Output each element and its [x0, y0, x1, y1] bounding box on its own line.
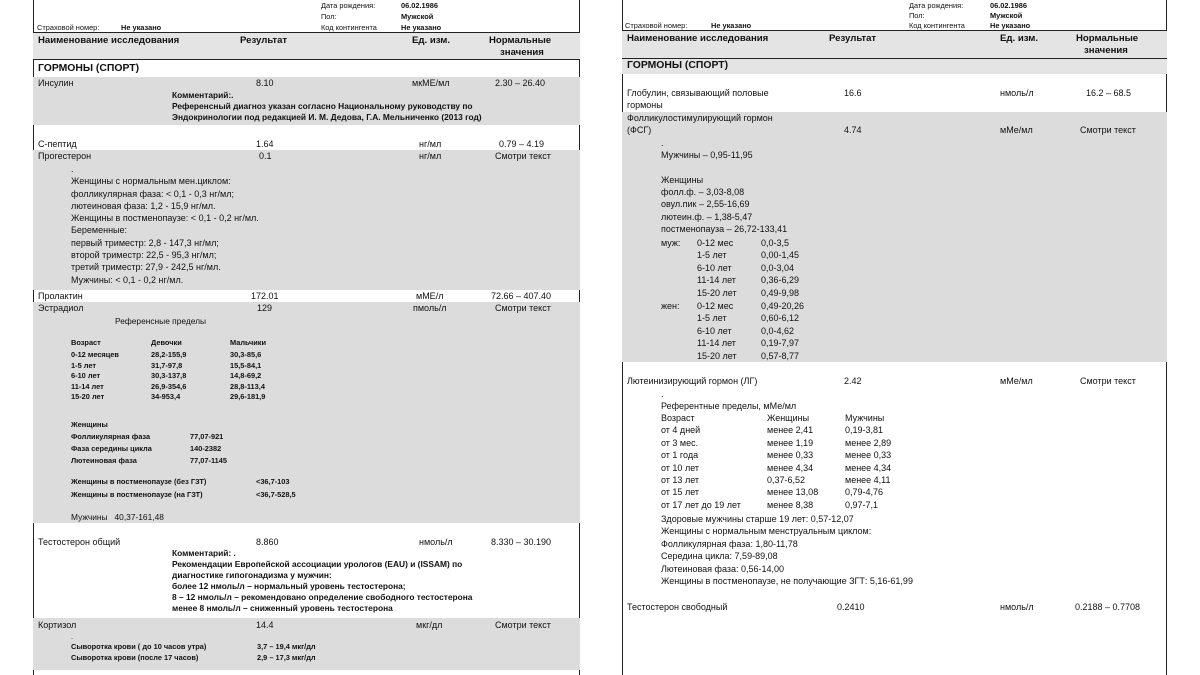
table-row [697, 350, 804, 362]
table-row [71, 444, 227, 456]
table-header-row [661, 412, 891, 424]
shbg-result: 16.6 [844, 88, 862, 98]
table-cell: 0,0-3,5 [761, 238, 790, 248]
reference-line: Женщины [661, 174, 704, 185]
reference-line: лютеин.ф. – 1,38-5,47 [661, 211, 753, 222]
table-cell: 0,19-7,97 [761, 338, 800, 349]
left-report-page: Дата рождения: 06.02.1986 Пол: Мужской Страховой номер: Не указано Код контингента Не указано Наименование исследования Результат Ед. изм. Нормальные значения ГОРМОНЫ (СПОРТ) Инсулин 8.10 мкМЕ/мл 2.30 – 26.40 Комментарий:. Референсный диагноз указан согласно Национальному руководству по Эндокринологии под редакцией И. М. Дедова, Г.А. Мельниченко (2013 год) С-пептид 1.64 нг/мл 0.79 – 4.19 Прогестерон 0.1 нг/мл Смотри текст . Женщины с нормальным мен.циклом: фолликулярная фаза: < 0,1 - 0,3 нг/мл; лютеиновая фаза: 1,2 - 15,9 нг/мл. Женщины в постменопаузе: < 0,1 - 0,2 нг/мл. Беременные: первый триместр: 2,8 - 147,3 нг/мл; второй триместр: 22,5 - 95,3 нг/мл; третий триместр: 27,9 - 242,5 нг/мл. Мужчины: < 0,1 - 0,2 нг/мл. Пролактин 172.01 мМЕ/л 72.66 – 407.40 Эстрадиол 129 пмоль/л Смотри текст Референсные пределы Возраст Девочки Мальчики 0-12 месяцев 28,2-155,9 30,3-85,6 1-5 лет 31,7-97,8 15,5-84,1 6-10 лет 30,3-137,8 14,8-69,2 11-14 лет 26,9-354,6 28,8-113,4 15-20 лет 34-953,4 29,6-181,9 Женщины Фолликулярная фаза 77,07-921 Фаза середины цикла 140-2382 Лютеиновая фаза 77,07-1145 Женщины в постменопаузе (без ГЗТ) <36,7-103 Женщины в постменопаузе (на ГЗТ) <36,7-528,5 Мужчины 40,37-161,48 Тестостерон общий 8.860 нмоль/л 8.330 – 30.190 Комментарий: . Рекомендации Европейской ассоциации урологов (EAU) и (ISSAM) по диагностике гипогонадизма у мужчин: более 12 нмоль/л – нормальный уровень тестостерона; 8 – 12 нмоль/л – рекомендовано определение свободного тестостерона менее 8 нмоль/л – сниженный уровень тестостерона Кортизол 14.4 мкг/дл Смотри текст . Сыворотка крови ( до 10 часов утра) 3,7 – 19,4 мкг/дл Сыворотка крови (после 17 часов) 2,9 – 17,3 мкг/дл [33, 0, 580, 675]
comment-line: Комментарий:. [172, 90, 234, 100]
table-cell: от 1 года [661, 450, 699, 461]
table-row [71, 382, 266, 393]
table-cell: менее 4,34 [845, 462, 892, 473]
table-cell: 31,7-97,8 [151, 360, 183, 370]
cpeptide-unit: нг/мл [419, 139, 442, 149]
table-row [71, 371, 266, 382]
table-cell: 28,8-113,4 [230, 381, 265, 391]
estradiol-age-table [71, 338, 266, 403]
lh-dot: . [661, 389, 664, 399]
reference-line: Женщины в постменопаузе: < 0,1 - 0,2 нг/мл. [71, 213, 259, 224]
reference-line: овул.пик – 2,55-16,69 [661, 199, 750, 210]
free-testosterone-name: Тестостерон свободный [627, 602, 728, 612]
table-row [661, 499, 891, 511]
table-row [71, 490, 296, 503]
table-cell: 77,07-1145 [190, 456, 227, 465]
table-cell: 0,0-4,62 [761, 325, 795, 336]
table-cell: 3,7 – 19,4 мкг/дл [257, 642, 316, 651]
progesterone-result: 0.1 [259, 151, 272, 161]
table-cell: 29,6-181,9 [230, 392, 266, 401]
col-normal-header-1: Нормальные [1076, 33, 1139, 44]
women-title: Женщины [71, 420, 108, 429]
estradiol-result: 129 [257, 303, 273, 313]
reference-line: Лютеиновая фаза: 0,56-14,00 [661, 563, 785, 574]
table-cell: 0,49-9,98 [761, 287, 800, 298]
table-row [697, 237, 799, 249]
table-header-cell: Девочки [151, 338, 182, 347]
reference-line: Здоровые мужчины старше 19 лет: 0,57-12,07 [661, 514, 854, 524]
estradiol-unit: пмоль/л [413, 303, 447, 313]
insurance-label: Страховой номер: [37, 23, 100, 32]
fsh-female-table [697, 300, 804, 362]
section-title: ГОРМОНЫ (СПОРТ) [627, 60, 729, 71]
table-cell: 77,07-921 [190, 432, 224, 441]
reference-line: Женщины с нормальным менструальным циклом: [661, 526, 872, 537]
cpeptide-name: С-пептид [38, 139, 77, 149]
table-cell: от 17 лет до 19 лет [661, 499, 741, 510]
comment-line: Комментарий: . [172, 548, 236, 558]
cortisol-norm: Смотри текст [495, 620, 551, 630]
insurance-value: Не указано [711, 21, 752, 30]
table-row [661, 486, 891, 498]
testosterone-unit: нмоль/л [419, 537, 453, 547]
lh-unit: мМе/мл [1000, 376, 1033, 386]
right-report-page [622, 0, 1167, 675]
table-cell: 0,97-7,1 [845, 499, 879, 510]
free-testosterone-unit: нмоль/л [1000, 602, 1034, 612]
table-cell: 2,9 – 17,3 мкг/дл [257, 653, 316, 662]
reference-line: Середина цикла: 7,59-89,08 [661, 551, 778, 562]
shbg-norm: 16.2 – 68.5 [1086, 88, 1132, 98]
table-row [697, 300, 804, 312]
table-cell: Сыворотка крови (после 17 часов) [71, 653, 199, 662]
comment-line: менее 8 нмоль/л – сниженный уровень тестостерона [172, 603, 393, 613]
fsh-result: 4.74 [844, 125, 862, 135]
table-row [661, 462, 891, 474]
table-header-cell: Возраст [71, 338, 101, 347]
table-cell: 0,00-1,45 [761, 250, 800, 261]
comment-line: Референсный диагноз указан согласно Национальному руководству по [172, 101, 473, 111]
table-row [697, 325, 804, 337]
reference-line: . [71, 164, 74, 174]
table-cell: 11-14 лет [697, 338, 736, 349]
table-cell: 1-5 лет [697, 250, 727, 261]
progesterone-unit: нг/мл [419, 151, 442, 161]
table-cell: 0,57-8,77 [761, 350, 800, 361]
reference-line: Женщины с нормальным мен.циклом: [71, 176, 231, 187]
table-cell: менее 13,08 [767, 487, 819, 498]
fsh-male-label: муж: [661, 238, 681, 248]
table-cell: 1-5 лет [697, 313, 727, 324]
fsh-norm: Смотри текст [1080, 125, 1136, 135]
table-cell: 6-10 лет [71, 371, 101, 380]
progesterone-reference [71, 163, 259, 286]
reference-line: Мужчины – 0,95-11,95 [661, 150, 753, 161]
table-cell: от 4 дней [661, 425, 701, 436]
table-row [71, 653, 316, 664]
reference-line: фолл.ф. – 3,03-8,08 [661, 187, 745, 198]
sex-value: Мужской [990, 11, 1023, 20]
table-row [71, 642, 316, 653]
birth-label: Дата рождения: [909, 1, 964, 10]
cortisol-table [71, 642, 316, 664]
table-row [697, 312, 804, 324]
table-cell: 0-12 мес [697, 238, 734, 248]
testosterone-comment [172, 548, 472, 613]
testosterone-name: Тестостерон общий [38, 537, 121, 547]
table-cell: от 13 лет [661, 474, 700, 485]
fsh-reference [661, 137, 787, 235]
table-cell: Фолликулярная фаза [71, 432, 151, 441]
table-row [661, 474, 891, 486]
table-cell: 0,60-6,12 [761, 313, 800, 324]
col-normal-header-2: значения [1084, 45, 1128, 56]
lh-ref-title: Референтные пределы, мМе/мл [661, 401, 797, 411]
birth-value: 06.02.1986 [401, 1, 438, 10]
estradiol-ref-title: Референсные пределы [115, 316, 207, 326]
insulin-comment [172, 90, 482, 122]
col-normal-header-2: значения [500, 47, 544, 58]
cortisol-result: 14.4 [256, 620, 274, 630]
col-name-header: Наименование исследования [38, 35, 180, 46]
cpeptide-norm: 0.79 – 4.19 [499, 139, 545, 149]
table-cell: 28,2-155,9 [151, 350, 187, 359]
section-title: ГОРМОНЫ (СПОРТ) [38, 63, 140, 74]
table-cell: от 3 мес. [661, 437, 699, 448]
reference-line: Женщины в постменопаузе, не получающие ЗГТ: 5,16-61,99 [661, 575, 913, 586]
fsh-name-1: Фолликулостимулирующий гормон [627, 113, 773, 123]
contingent-label: Код контингента [909, 21, 965, 30]
table-cell: 15-20 лет [697, 287, 737, 298]
estradiol-name: Эстрадиол [38, 303, 84, 313]
sex-label: Пол: [321, 12, 337, 21]
table-cell: менее 8,38 [767, 499, 814, 510]
table-cell: 15,5-84,1 [230, 360, 262, 370]
table-row [661, 437, 891, 449]
col-unit-header: Ед. изм. [1000, 33, 1039, 44]
estradiol-postmenopause-table [71, 477, 296, 503]
prolactin-name: Пролактин [38, 291, 83, 301]
table-cell: менее 0,33 [845, 450, 892, 461]
reference-line: Беременные: [71, 225, 128, 236]
free-testosterone-result: 0.2410 [837, 602, 865, 612]
table-row [697, 274, 799, 286]
table-cell: 0,37-6,52 [767, 474, 806, 485]
table-cell: 0,0-3,04 [761, 262, 795, 273]
table-header-cell: Мальчики [230, 338, 267, 347]
col-result-header: Результат [240, 35, 288, 46]
lh-name: Лютеинизирующий гормон (ЛГ) [627, 376, 758, 386]
table-cell: менее 2,41 [767, 425, 814, 436]
fsh-unit: мМе/мл [1000, 125, 1033, 135]
col-result-header: Результат [829, 33, 877, 44]
shbg-name-1: Глобулин, связывающий половые [627, 88, 769, 98]
cortisol-name: Кортизол [38, 620, 77, 630]
table-row [697, 287, 799, 299]
table-cell: от 15 лет [661, 487, 700, 498]
reference-line: постменопауза – 26,72-133,41 [661, 224, 788, 235]
table-row [71, 361, 266, 372]
comment-line: 8 – 12 нмоль/л – рекомендовано определение свободного тестостерона [172, 592, 473, 602]
insulin-name: Инсулин [38, 78, 74, 88]
table-cell: менее 4,34 [767, 462, 814, 473]
progesterone-norm: Смотри текст [495, 151, 551, 161]
cortisol-unit: мкг/дл [416, 620, 443, 630]
birth-value: 06.02.1986 [990, 1, 1027, 10]
reference-line: второй триместр: 22,5 - 95,3 нг/мл; [71, 250, 217, 261]
table-row [661, 449, 891, 461]
birth-label: Дата рождения: [321, 1, 376, 10]
lh-result: 2.42 [844, 376, 862, 386]
table-row [71, 456, 227, 468]
header-rule-bottom [33, 59, 580, 60]
reference-line: первый триместр: 2,8 - 147,3 нг/мл; [71, 237, 219, 248]
prolactin-norm: 72.66 – 407.40 [491, 291, 552, 301]
estradiol-women-table [71, 432, 227, 468]
insurance-value: Не указано [121, 23, 162, 32]
table-cell: 0,49-20,26 [761, 301, 805, 311]
table-cell: 6-10 лет [697, 325, 732, 336]
contingent-value: Не указано [990, 21, 1031, 30]
insurance-label: Страховой номер: [625, 21, 688, 30]
table-cell: Женщины в постменопаузе (на ГЗТ) [71, 490, 203, 499]
table-cell: 34-953,4 [151, 392, 181, 401]
table-cell: 0,36-6,29 [761, 275, 800, 286]
table-row [697, 337, 804, 349]
table-header-cell: Женщины [767, 413, 810, 423]
contingent-value: Не указано [401, 23, 442, 32]
prolactin-unit: мМЕ/л [416, 291, 444, 301]
table-cell: 0-12 месяцев [71, 350, 119, 359]
table-cell: Фаза середины цикла [71, 444, 152, 453]
table-cell: Лютеиновая фаза [71, 456, 137, 465]
table-row [71, 432, 227, 444]
lh-norm: Смотри текст [1080, 376, 1136, 386]
insulin-norm: 2.30 – 26.40 [495, 78, 546, 88]
table-header-cell: Мужчины [845, 413, 885, 423]
reference-line: Фолликулярная фаза: 1,80-11,78 [661, 538, 798, 549]
sex-label: Пол: [909, 11, 925, 20]
comment-line: диагностике гипогонадизма у мужчин: [172, 570, 332, 580]
reference-line: Мужчины: < 0,1 - 0,2 нг/мл. [71, 274, 184, 285]
table-cell: 14,8-69,2 [230, 371, 262, 380]
table-row [697, 249, 799, 261]
insulin-result: 8.10 [256, 78, 274, 88]
table-cell: менее 1,19 [767, 437, 814, 448]
lh-age-table [661, 412, 891, 511]
table-cell: от 10 лет [661, 462, 700, 473]
table-cell: <36,7-528,5 [256, 490, 296, 499]
free-testosterone-norm: 0.2188 – 0.7708 [1075, 602, 1141, 612]
sex-value: Мужской [401, 12, 434, 21]
fsh-female-label: жен: [661, 301, 680, 311]
table-cell: менее 0,33 [767, 450, 814, 461]
table-cell: 15-20 лет [697, 350, 737, 361]
table-row [71, 392, 266, 403]
table-cell: 30,3-137,8 [151, 371, 187, 380]
table-cell: 140-2382 [190, 444, 222, 453]
table-cell: Сыворотка крови ( до 10 часов утра) [71, 642, 207, 651]
progesterone-name: Прогестерон [38, 151, 92, 161]
table-header-cell: Возраст [661, 413, 695, 423]
cpeptide-result: 1.64 [256, 139, 274, 149]
table-cell: 6-10 лет [697, 262, 732, 273]
table-cell: 26,9-354,6 [151, 381, 187, 391]
contingent-label: Код контингента [321, 23, 377, 32]
lh-footer [661, 513, 913, 587]
col-normal-header-1: Нормальные [489, 35, 552, 46]
table-header-row [71, 338, 266, 350]
table-cell: менее 4,11 [845, 474, 891, 485]
testosterone-result: 8.860 [256, 537, 279, 547]
table-cell: менее 2,89 [845, 437, 892, 448]
insulin-unit: мкМЕ/мл [412, 78, 450, 88]
col-unit-header: Ед. изм. [412, 35, 451, 46]
table-cell: 0-12 мес [697, 301, 734, 311]
reference-line: фолликулярная фаза: < 0,1 - 0,3 нг/мл; [71, 188, 234, 199]
col-name-header: Наименование исследования [627, 33, 769, 44]
fsh-male-table [697, 237, 799, 299]
table-cell: 1-5 лет [71, 360, 96, 370]
testosterone-norm: 8.330 – 30.190 [491, 537, 552, 547]
prolactin-result: 172.01 [251, 291, 279, 301]
table-cell: 11-14 лет [71, 381, 104, 391]
estradiol-norm: Смотри текст [495, 303, 551, 313]
reference-line [661, 162, 787, 174]
table-cell: 30,3-85,6 [230, 350, 262, 359]
table-cell: <36,7-103 [256, 477, 290, 486]
table-cell: 15-20 лет [71, 392, 105, 401]
table-row [71, 477, 296, 490]
table-row [71, 350, 266, 361]
estradiol-men: Мужчины 40,37-161,48 [71, 512, 164, 522]
reference-line: . [661, 138, 664, 148]
table-row [697, 262, 799, 274]
table-row [661, 424, 891, 436]
fsh-name-2: (ФСГ) [627, 125, 652, 135]
shbg-name-2: гормоны [627, 100, 663, 110]
comment-line: Рекомендации Европейской ассоциации урологов (EAU) и (ISSAM) по [172, 559, 463, 569]
comment-line: более 12 нмоль/л – нормальный уровень тестостерона; [172, 581, 406, 591]
table-cell: 11-14 лет [697, 275, 736, 286]
shbg-unit: нмоль/л [1000, 88, 1034, 98]
page-gutter [580, 0, 622, 675]
reference-line: лютеиновая фаза: 1,2 - 15,9 нг/мл. [71, 200, 216, 211]
table-cell: Женщины в постменопаузе (без ГЗТ) [71, 477, 207, 486]
comment-line: Эндокринологии под редакцией И. М. Дедова, Г.А. Мельниченко (2013 год) [172, 112, 482, 122]
reference-line: третий триместр: 27,9 - 242,5 нг/мл. [71, 262, 221, 273]
table-cell: 0,79-4,76 [845, 487, 884, 498]
table-cell: 0,19-3,81 [845, 425, 884, 436]
